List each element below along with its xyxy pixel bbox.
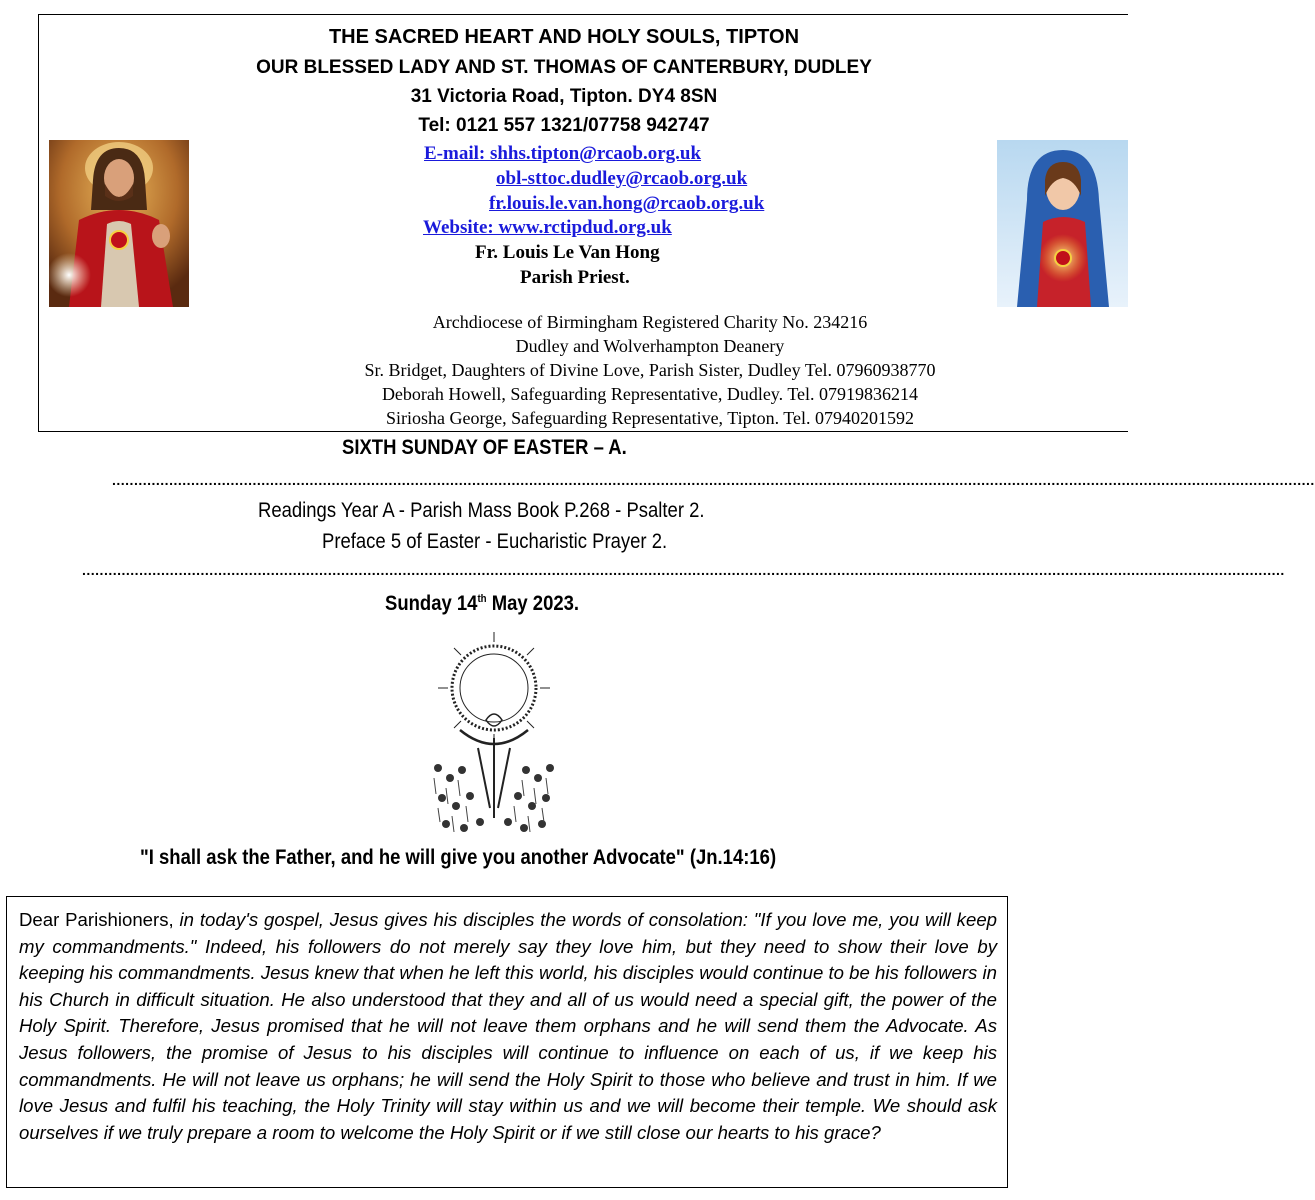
website-link[interactable]: Website: www.rctipdud.org.uk	[423, 217, 672, 238]
priest-name: Fr. Louis Le Van Hong	[475, 242, 660, 263]
immaculate-heart-of-mary-image	[997, 140, 1128, 307]
safeguarding-tipton: Siriosha George, Safeguarding Representative, Tipton. Tel. 07940201592	[385, 408, 914, 428]
sunday-title: SIXTH SUNDAY OF EASTER – A.	[342, 436, 627, 459]
parish-name-tipton: THE SACRED HEART AND HOLY SOULS, TIPTON	[328, 26, 800, 48]
safeguarding-dudley: Deborah Howell, Safeguarding Representative, Dudley. Tel. 07919836214	[381, 384, 919, 404]
email-link-tipton[interactable]: E-mail: shhs.tipton@rcaob.org.uk	[424, 143, 702, 164]
sunday-date	[385, 592, 579, 616]
eucharist-monstrance-drawing	[424, 628, 564, 838]
preface-line: Preface 5 of Easter - Eucharistic Prayer 2.	[322, 530, 668, 553]
parish-telephone: Tel: 0121 557 1321/07758 942747	[418, 115, 710, 136]
parish-address: 31 Victoria Road, Tipton. DY4 8SN	[410, 86, 718, 107]
parish-priest-message	[6, 896, 1008, 1188]
date-day: Sunday 14	[385, 592, 478, 615]
date-month-year: May 2023.	[486, 592, 580, 615]
charity-number: Archdiocese of Birmingham Registered Charity No. 234216	[432, 312, 868, 332]
parish-name-dudley: OUR BLESSED LADY AND ST. THOMAS OF CANTERBURY, DUDLEY	[256, 57, 872, 78]
message-body: in today's gospel, Jesus gives his disciples the words of consolation: "If you love me, you will keep my commandments." Indeed, his followers do not merely say they love him, but they need to show their love by keeping his commandments. Jesus knew that when he left this world, his disciples would continue to be his followers in his Church in difficult situation. He also understood that they and all of us would need a special gift, the power of the Holy Spirit. Therefore, Jesus promised that he will not leave them orphans and he will send them the Advocate. As Jesus followers, the promise of Jesus to his disciples will continue to influence on each of us, if we keep his commandments. He will not leave us orphans; he will send the Holy Spirit to those who believe and trust in him. If we love Jesus and fulfil his teaching, the Holy Trinity will stay within us and we will become their temple. We should ask ourselves if we truly prepare a room to welcome the Holy Spirit or if we still close our hearts to his grace?	[19, 909, 997, 1143]
priest-role: Parish Priest.	[520, 267, 630, 288]
deanery: Dudley and Wolverhampton Deanery	[515, 336, 785, 356]
dotted-divider-top: ..................................................................................................................................................................................................................................................................................	[112, 472, 1315, 488]
email-link-dudley[interactable]: obl-sttoc.dudley@rcaob.org.uk	[496, 168, 748, 189]
readings-line: Readings Year A - Parish Mass Book P.268 - Psalter 2.	[258, 499, 705, 522]
message-salutation: Dear Parishioners,	[19, 909, 180, 930]
date-ordinal: th	[477, 593, 487, 605]
gospel-quote: "I shall ask the Father, and he will give you another Advocate" (Jn.14:16)	[140, 846, 777, 869]
email-link-priest[interactable]: fr.louis.le.van.hong@rcaob.org.uk	[489, 193, 765, 214]
sacred-heart-of-jesus-image	[49, 140, 189, 307]
parish-sister: Sr. Bridget, Daughters of Divine Love, Parish Sister, Dudley Tel. 07960938770	[364, 360, 936, 380]
dotted-divider-bottom: ..................................................................................................................................................................................................................................................................................	[82, 562, 1285, 578]
